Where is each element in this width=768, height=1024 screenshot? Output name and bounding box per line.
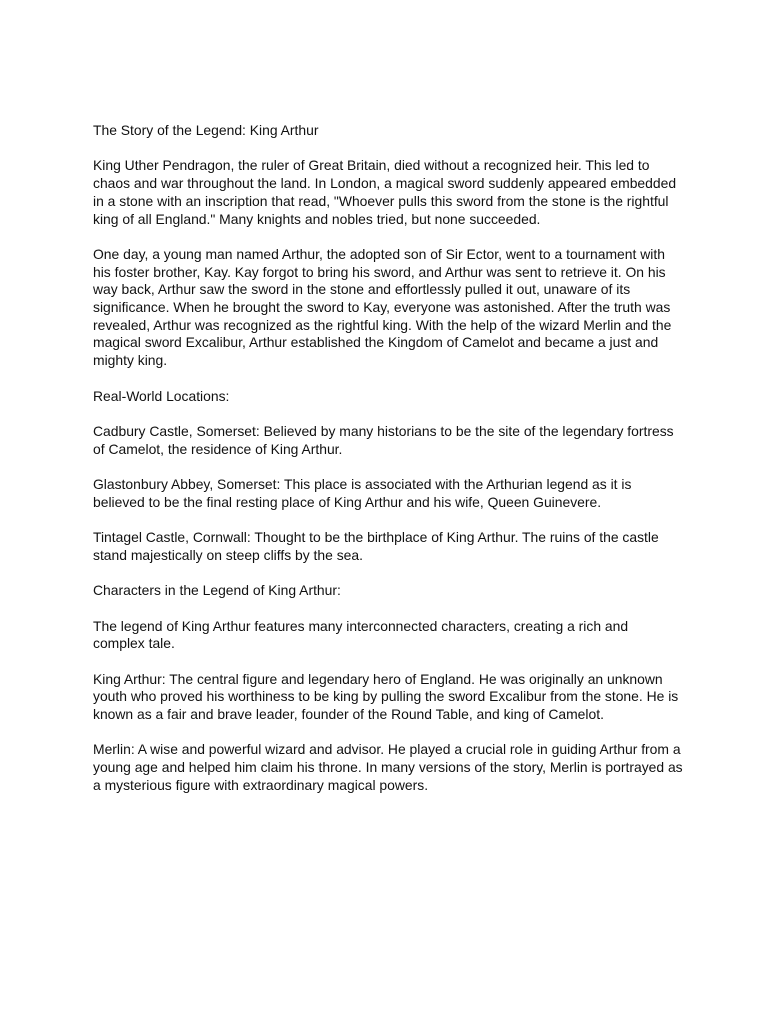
- paragraph-arthur-sword: One day, a young man named Arthur, the adopted son of Sir Ector, went to a tournament with his foster brother, Kay. Kay forgot to bring his sword, and Arthur was sent to retrieve it. On his way back, Arthur saw the sword in the stone and effortlessly pulled it out, unaware of its significance. When he brought the sword to Kay, everyone was astonished. After the truth was revealed, Arthur was recognized as the rightful king. With the help of the wizard Merlin and the magical sword Excalibur, Arthur established the Kingdom of Camelot and became a just and mighty king.: [93, 245, 672, 369]
- document-page: [93, 122, 683, 812]
- paragraph-characters-intro: The legend of King Arthur features many interconnected characters, creating a rich and complex tale.: [93, 617, 629, 652]
- paragraph-uther: King Uther Pendragon, the ruler of Great Britain, died without a recognized heir. This led to chaos and war throughout the land. In London, a magical sword suddenly appeared embedded in a stone with an inscription that read, "Whoever pulls this sword from the stone is the rightful king of all England." Many knights and nobles tried, but none succeeded.: [93, 157, 677, 227]
- document-title: The Story of the Legend: King Arthur: [93, 122, 319, 138]
- section-heading-locations: Real-World Locations:: [93, 387, 230, 404]
- character-merlin: Merlin: A wise and powerful wizard and advisor. He played a crucial role in guiding Arthur from a young age and helped him claim his throne. In many versions of the story, Merlin is portrayed as a mysterious figure with extraordinary magical powers.: [93, 741, 683, 793]
- section-heading-characters: Characters in the Legend of King Arthur:: [93, 582, 341, 599]
- location-tintagel: Tintagel Castle, Cornwall: Thought to be the birthplace of King Arthur. The ruins of the castle stand majestically on steep cliffs by the sea.: [93, 529, 659, 563]
- location-glastonbury: Glastonbury Abbey, Somerset: This place is associated with the Arthurian legend as it is believed to be the final resting place of King Arthur and his wife, Queen Guinevere.: [93, 475, 632, 510]
- location-cadbury: Cadbury Castle, Somerset: Believed by many historians to be the site of the legendary fortress of Camelot, the residence of King Arthur.: [93, 422, 674, 457]
- character-king-arthur: King Arthur: The central figure and legendary hero of England. He was originally an unknown youth who proved his worthiness to be king by pulling the sword Excalibur from the stone. He is known as a fair and brave leader, founder of the Round Table, and king of Camelot.: [93, 670, 679, 723]
